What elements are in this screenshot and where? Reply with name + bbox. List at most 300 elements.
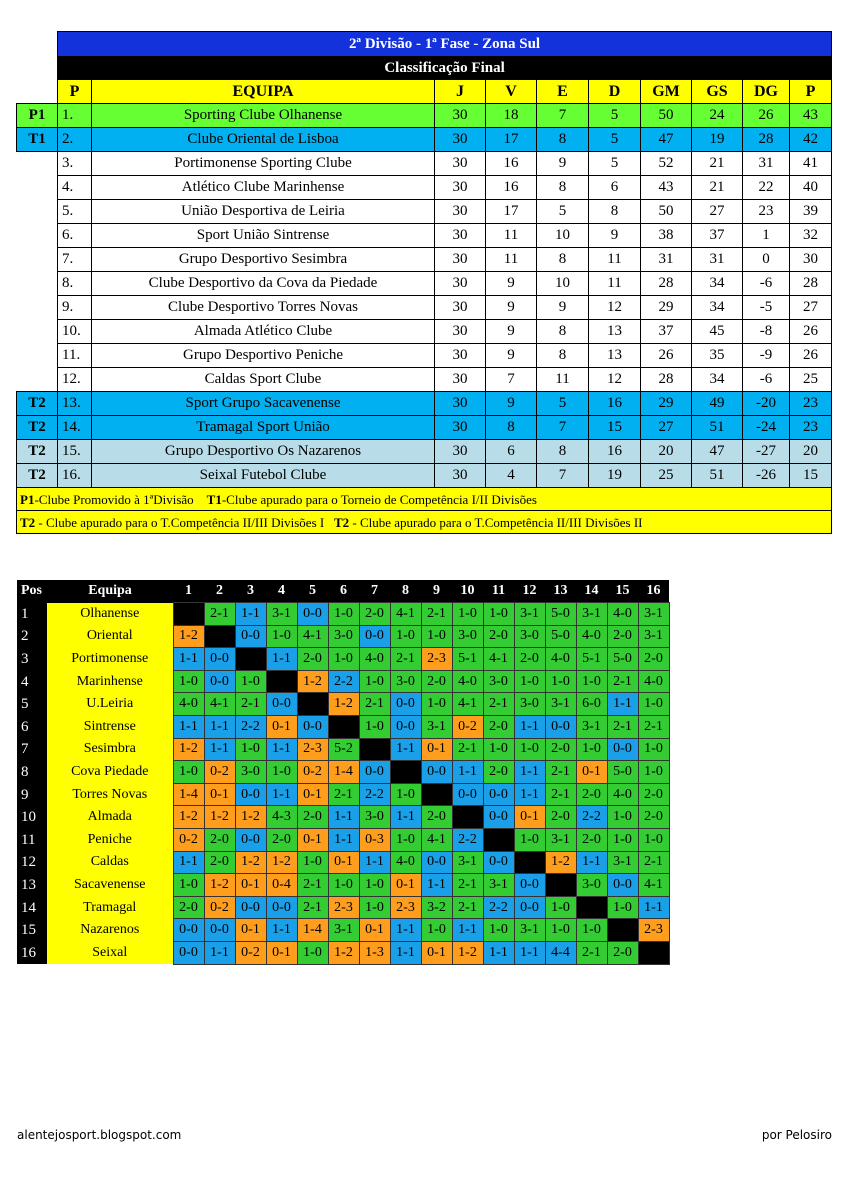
matrix-row xyxy=(17,670,669,693)
standings-row xyxy=(17,296,832,320)
matrix-result-cell: 2-1 xyxy=(390,648,421,671)
row-stat-j: 30 xyxy=(435,128,486,152)
matrix-result-cell: 3-1 xyxy=(421,715,452,738)
matrix-self-cell xyxy=(607,919,638,942)
qualification-tag: T1 xyxy=(17,128,58,152)
matrix-result-cell: 2-1 xyxy=(297,896,328,919)
matrix-result-cell: 1-0 xyxy=(576,738,607,761)
matrix-result-cell: 1-1 xyxy=(359,851,390,874)
row-stat-v: 17 xyxy=(486,200,537,224)
matrix-row-pos: 13 xyxy=(17,874,47,897)
matrix-result-cell: 1-1 xyxy=(173,851,204,874)
row-stat-v: 9 xyxy=(486,344,537,368)
matrix-result-cell: 1-0 xyxy=(359,896,390,919)
row-stat-gs: 34 xyxy=(692,368,743,392)
matrix-self-cell xyxy=(297,693,328,716)
matrix-result-cell: 1-0 xyxy=(390,625,421,648)
row-stat-gm: 47 xyxy=(641,128,692,152)
matrix-row-team: Sesimbra xyxy=(47,738,173,761)
matrix-result-cell: 2-1 xyxy=(452,874,483,897)
matrix-result-cell: 3-0 xyxy=(514,693,545,716)
row-stat-e: 8 xyxy=(537,248,589,272)
matrix-result-cell: 1-0 xyxy=(514,670,545,693)
matrix-row-pos: 10 xyxy=(17,806,47,829)
matrix-result-cell: 3-0 xyxy=(483,670,514,693)
standings-row xyxy=(17,176,832,200)
row-position: 3. xyxy=(58,152,92,176)
matrix-result-cell: 0-0 xyxy=(266,693,297,716)
row-stat-j: 30 xyxy=(435,392,486,416)
qualification-tag xyxy=(17,296,58,320)
qualification-tag: T2 xyxy=(17,416,58,440)
matrix-result-cell: 2-1 xyxy=(483,693,514,716)
matrix-column-header: 16 xyxy=(638,580,669,603)
standings-row xyxy=(17,368,832,392)
matrix-result-cell: 2-1 xyxy=(452,738,483,761)
matrix-result-cell: 0-0 xyxy=(390,693,421,716)
footer-author: por Pelosiro xyxy=(761,1128,832,1142)
matrix-result-cell: 4-0 xyxy=(576,625,607,648)
row-team: Seixal Futebol Clube xyxy=(92,464,435,488)
matrix-result-cell: 2-1 xyxy=(545,761,576,784)
matrix-result-cell: 1-1 xyxy=(452,919,483,942)
matrix-result-cell: 1-1 xyxy=(576,851,607,874)
matrix-row-team: Seixal xyxy=(47,941,173,964)
row-stat-j: 30 xyxy=(435,464,486,488)
matrix-result-cell: 3-0 xyxy=(390,670,421,693)
matrix-result-cell: 1-2 xyxy=(204,806,235,829)
matrix-result-cell: 2-0 xyxy=(545,738,576,761)
row-stat-dg: -9 xyxy=(743,344,790,368)
matrix-row-pos: 1 xyxy=(17,603,47,626)
legend-row-2 xyxy=(17,511,832,534)
qualification-tag xyxy=(17,176,58,200)
matrix-result-cell: 1-2 xyxy=(452,941,483,964)
matrix-result-cell: 3-1 xyxy=(638,603,669,626)
qualification-tag: T2 xyxy=(17,440,58,464)
row-stat-v: 9 xyxy=(486,272,537,296)
legend-line-1 xyxy=(17,488,832,511)
row-stat-gm: 20 xyxy=(641,440,692,464)
row-stat-gs: 19 xyxy=(692,128,743,152)
matrix-result-cell: 2-3 xyxy=(328,896,359,919)
row-stat-j: 30 xyxy=(435,200,486,224)
standings-row xyxy=(17,416,832,440)
matrix-result-cell: 1-0 xyxy=(607,896,638,919)
row-stat-e: 9 xyxy=(537,296,589,320)
row-stat-dg: 28 xyxy=(743,128,790,152)
matrix-result-cell: 1-0 xyxy=(173,761,204,784)
matrix-row-pos: 8 xyxy=(17,761,47,784)
matrix-result-cell: 0-0 xyxy=(421,761,452,784)
matrix-self-cell xyxy=(483,828,514,851)
matrix-result-cell: 1-1 xyxy=(514,941,545,964)
matrix-result-cell: 2-0 xyxy=(483,761,514,784)
row-position: 15. xyxy=(58,440,92,464)
legend-line-2 xyxy=(17,511,832,534)
standings-row xyxy=(17,200,832,224)
row-stat-dg: 22 xyxy=(743,176,790,200)
row-team: Clube Desportivo da Cova da Piedade xyxy=(92,272,435,296)
matrix-result-cell: 2-0 xyxy=(204,851,235,874)
standings-row xyxy=(17,272,832,296)
row-stat-gm: 29 xyxy=(641,296,692,320)
standings-row xyxy=(17,128,832,152)
matrix-result-cell: 0-0 xyxy=(390,715,421,738)
qualification-tag: T2 xyxy=(17,392,58,416)
row-stat-gm: 28 xyxy=(641,368,692,392)
matrix-result-cell: 2-0 xyxy=(204,828,235,851)
matrix-result-cell: 0-0 xyxy=(483,806,514,829)
row-stat-gm: 26 xyxy=(641,344,692,368)
matrix-self-cell xyxy=(390,761,421,784)
legend-text: - Clube apurado para o T.Competência II/III Divisões II xyxy=(349,514,643,530)
matrix-result-cell: 2-0 xyxy=(266,828,297,851)
row-stat-j: 30 xyxy=(435,176,486,200)
matrix-result-cell: 1-2 xyxy=(297,670,328,693)
legend-code: T2 xyxy=(333,514,350,530)
row-stat-v: 16 xyxy=(486,152,537,176)
matrix-header-row xyxy=(17,580,669,603)
matrix-result-cell: 1-0 xyxy=(483,603,514,626)
matrix-result-cell: 1-1 xyxy=(638,896,669,919)
matrix-result-cell: 1-0 xyxy=(545,670,576,693)
matrix-row xyxy=(17,874,669,897)
row-stat-v: 6 xyxy=(486,440,537,464)
matrix-result-cell: 0-0 xyxy=(607,874,638,897)
row-stat-e: 5 xyxy=(537,392,589,416)
row-stat-dg: 23 xyxy=(743,200,790,224)
matrix-result-cell: 2-3 xyxy=(421,648,452,671)
matrix-result-cell: 1-2 xyxy=(328,941,359,964)
matrix-result-cell: 2-0 xyxy=(607,625,638,648)
matrix-result-cell: 2-2 xyxy=(328,670,359,693)
matrix-result-cell: 1-0 xyxy=(576,919,607,942)
legend-row-1 xyxy=(17,488,832,511)
matrix-header-team: Equipa xyxy=(47,580,173,603)
standings-row xyxy=(17,464,832,488)
row-team: Caldas Sport Clube xyxy=(92,368,435,392)
row-stat-e: 8 xyxy=(537,344,589,368)
matrix-result-cell: 1-1 xyxy=(266,738,297,761)
row-team: Grupo Desportivo Peniche xyxy=(92,344,435,368)
matrix-result-cell: 1-0 xyxy=(607,806,638,829)
matrix-result-cell: 1-2 xyxy=(204,874,235,897)
matrix-row-pos: 16 xyxy=(17,941,47,964)
matrix-result-cell: 1-0 xyxy=(359,670,390,693)
row-stat-gm: 50 xyxy=(641,104,692,128)
row-stat-gs: 31 xyxy=(692,248,743,272)
matrix-result-cell: 1-1 xyxy=(266,648,297,671)
matrix-result-cell: 2-0 xyxy=(483,625,514,648)
matrix-result-cell: 2-0 xyxy=(297,648,328,671)
matrix-result-cell: 2-0 xyxy=(638,648,669,671)
matrix-self-cell xyxy=(545,874,576,897)
matrix-result-cell: 3-0 xyxy=(359,806,390,829)
matrix-self-cell xyxy=(452,806,483,829)
matrix-result-cell: 4-0 xyxy=(607,603,638,626)
row-stat-j: 30 xyxy=(435,416,486,440)
matrix-result-cell: 1-1 xyxy=(421,874,452,897)
matrix-result-cell: 2-1 xyxy=(297,874,328,897)
row-team: Sport Grupo Sacavenense xyxy=(92,392,435,416)
row-stat-p: 42 xyxy=(790,128,832,152)
matrix-result-cell: 1-0 xyxy=(328,648,359,671)
matrix-result-cell: 1-0 xyxy=(297,851,328,874)
row-stat-dg: 26 xyxy=(743,104,790,128)
matrix-result-cell: 0-1 xyxy=(514,806,545,829)
matrix-row-team: Nazarenos xyxy=(47,919,173,942)
matrix-result-cell: 2-1 xyxy=(452,896,483,919)
row-team: Almada Atlético Clube xyxy=(92,320,435,344)
qualification-tag xyxy=(17,152,58,176)
matrix-result-cell: 1-4 xyxy=(173,783,204,806)
row-position: 1. xyxy=(58,104,92,128)
matrix-result-cell: 5-1 xyxy=(576,648,607,671)
matrix-result-cell: 1-0 xyxy=(452,603,483,626)
qualification-tag xyxy=(17,248,58,272)
matrix-column-header: 9 xyxy=(421,580,452,603)
matrix-self-cell xyxy=(421,783,452,806)
matrix-row-team: Sacavenense xyxy=(47,874,173,897)
matrix-column-header: 11 xyxy=(483,580,514,603)
row-stat-d: 5 xyxy=(589,104,641,128)
matrix-row-pos: 4 xyxy=(17,670,47,693)
matrix-result-cell: 1-0 xyxy=(638,828,669,851)
matrix-row xyxy=(17,896,669,919)
matrix-result-cell: 2-1 xyxy=(235,693,266,716)
matrix-result-cell: 1-2 xyxy=(173,625,204,648)
matrix-self-cell xyxy=(235,648,266,671)
row-stat-p: 43 xyxy=(790,104,832,128)
row-stat-dg: -27 xyxy=(743,440,790,464)
row-stat-v: 8 xyxy=(486,416,537,440)
qualification-tag xyxy=(17,344,58,368)
row-position: 8. xyxy=(58,272,92,296)
matrix-result-cell: 2-0 xyxy=(545,806,576,829)
matrix-row-team: Tramagal xyxy=(47,896,173,919)
matrix-result-cell: 2-2 xyxy=(235,715,266,738)
row-stat-e: 8 xyxy=(537,320,589,344)
header-position: P xyxy=(58,80,92,104)
row-stat-gm: 31 xyxy=(641,248,692,272)
row-stat-p: 30 xyxy=(790,248,832,272)
matrix-result-cell: 2-1 xyxy=(576,941,607,964)
matrix-result-cell: 1-0 xyxy=(638,693,669,716)
row-stat-d: 13 xyxy=(589,344,641,368)
matrix-result-cell: 0-0 xyxy=(235,828,266,851)
header-losses: D xyxy=(589,80,641,104)
matrix-result-cell: 1-1 xyxy=(390,941,421,964)
row-stat-p: 23 xyxy=(790,416,832,440)
matrix-result-cell: 1-0 xyxy=(545,896,576,919)
row-stat-v: 7 xyxy=(486,368,537,392)
matrix-result-cell: 1-3 xyxy=(359,941,390,964)
qualification-tag: P1 xyxy=(17,104,58,128)
matrix-result-cell: 0-0 xyxy=(452,783,483,806)
row-stat-v: 9 xyxy=(486,296,537,320)
matrix-result-cell: 2-0 xyxy=(173,896,204,919)
matrix-result-cell: 3-0 xyxy=(514,625,545,648)
matrix-result-cell: 4-1 xyxy=(452,693,483,716)
matrix-result-cell: 1-0 xyxy=(173,874,204,897)
matrix-result-cell: 0-0 xyxy=(204,919,235,942)
footer-site: alentejosport.blogspot.com xyxy=(17,1128,182,1142)
matrix-result-cell: 2-0 xyxy=(421,806,452,829)
row-team: Grupo Desportivo Os Nazarenos xyxy=(92,440,435,464)
row-stat-d: 13 xyxy=(589,320,641,344)
legend-text: -Clube Promovido à 1ªDivisão xyxy=(34,491,194,507)
matrix-result-cell: 2-0 xyxy=(297,806,328,829)
matrix-row xyxy=(17,715,669,738)
row-position: 2. xyxy=(58,128,92,152)
matrix-result-cell: 5-2 xyxy=(328,738,359,761)
matrix-result-cell: 3-1 xyxy=(545,828,576,851)
matrix-result-cell: 1-0 xyxy=(576,670,607,693)
row-team: Clube Oriental de Lisboa xyxy=(92,128,435,152)
matrix-row xyxy=(17,761,669,784)
matrix-result-cell: 3-2 xyxy=(421,896,452,919)
row-team: Clube Desportivo Torres Novas xyxy=(92,296,435,320)
standings-row xyxy=(17,344,832,368)
matrix-result-cell: 1-1 xyxy=(266,783,297,806)
row-stat-d: 16 xyxy=(589,392,641,416)
matrix-column-header: 4 xyxy=(266,580,297,603)
row-stat-gs: 34 xyxy=(692,272,743,296)
matrix-result-cell: 1-1 xyxy=(204,941,235,964)
matrix-row xyxy=(17,603,669,626)
matrix-result-cell: 2-2 xyxy=(576,806,607,829)
row-stat-d: 8 xyxy=(589,200,641,224)
row-stat-gs: 47 xyxy=(692,440,743,464)
legend-code: P1 xyxy=(20,491,35,507)
row-stat-e: 7 xyxy=(537,464,589,488)
matrix-row-pos: 6 xyxy=(17,715,47,738)
row-stat-e: 5 xyxy=(537,200,589,224)
matrix-result-cell: 1-1 xyxy=(204,715,235,738)
matrix-result-cell: 5-0 xyxy=(545,625,576,648)
matrix-result-cell: 0-0 xyxy=(204,670,235,693)
matrix-column-header: 6 xyxy=(328,580,359,603)
row-stat-gs: 21 xyxy=(692,152,743,176)
matrix-result-cell: 3-1 xyxy=(328,919,359,942)
matrix-result-cell: 1-1 xyxy=(328,806,359,829)
matrix-column-header: 13 xyxy=(545,580,576,603)
matrix-result-cell: 1-0 xyxy=(359,715,390,738)
row-stat-j: 30 xyxy=(435,224,486,248)
row-stat-p: 27 xyxy=(790,296,832,320)
matrix-result-cell: 5-0 xyxy=(545,603,576,626)
matrix-result-cell: 1-1 xyxy=(514,761,545,784)
matrix-result-cell: 0-2 xyxy=(297,761,328,784)
header-wins: V xyxy=(486,80,537,104)
row-stat-j: 30 xyxy=(435,104,486,128)
matrix-result-cell: 2-0 xyxy=(638,806,669,829)
matrix-result-cell: 0-1 xyxy=(266,715,297,738)
row-stat-gm: 25 xyxy=(641,464,692,488)
matrix-result-cell: 0-1 xyxy=(235,874,266,897)
row-team: Tramagal Sport União xyxy=(92,416,435,440)
row-stat-e: 9 xyxy=(537,152,589,176)
matrix-result-cell: 0-1 xyxy=(421,941,452,964)
row-stat-gs: 24 xyxy=(692,104,743,128)
row-team: Sport União Sintrense xyxy=(92,224,435,248)
matrix-result-cell: 1-4 xyxy=(328,761,359,784)
matrix-row xyxy=(17,648,669,671)
matrix-result-cell: 3-1 xyxy=(638,625,669,648)
matrix-body xyxy=(17,603,669,965)
standings-row xyxy=(17,392,832,416)
matrix-result-cell: 4-3 xyxy=(266,806,297,829)
matrix-result-cell: 1-0 xyxy=(266,625,297,648)
row-stat-gm: 27 xyxy=(641,416,692,440)
matrix-column-header: 14 xyxy=(576,580,607,603)
row-stat-gs: 34 xyxy=(692,296,743,320)
matrix-result-cell: 1-0 xyxy=(173,670,204,693)
matrix-result-cell: 0-0 xyxy=(359,625,390,648)
row-stat-j: 30 xyxy=(435,272,486,296)
row-stat-gs: 49 xyxy=(692,392,743,416)
row-stat-gm: 29 xyxy=(641,392,692,416)
row-stat-gs: 51 xyxy=(692,464,743,488)
matrix-result-cell: 4-0 xyxy=(638,670,669,693)
row-stat-p: 41 xyxy=(790,152,832,176)
matrix-result-cell: 1-2 xyxy=(545,851,576,874)
matrix-result-cell: 1-0 xyxy=(359,874,390,897)
standings-row xyxy=(17,440,832,464)
matrix-result-cell: 0-1 xyxy=(204,783,235,806)
row-stat-v: 4 xyxy=(486,464,537,488)
matrix-result-cell: 0-0 xyxy=(483,851,514,874)
standings-row xyxy=(17,104,832,128)
matrix-result-cell: 1-0 xyxy=(390,828,421,851)
row-stat-gm: 28 xyxy=(641,272,692,296)
matrix-result-cell: 1-1 xyxy=(483,941,514,964)
header-goal-difference: DG xyxy=(743,80,790,104)
matrix-result-cell: 1-1 xyxy=(514,715,545,738)
row-stat-e: 8 xyxy=(537,128,589,152)
matrix-row-pos: 15 xyxy=(17,919,47,942)
row-stat-p: 32 xyxy=(790,224,832,248)
row-stat-d: 11 xyxy=(589,272,641,296)
row-position: 9. xyxy=(58,296,92,320)
matrix-result-cell: 0-2 xyxy=(204,761,235,784)
matrix-row-team: Olhanense xyxy=(47,603,173,626)
matrix-result-cell: 1-1 xyxy=(235,603,266,626)
matrix-result-cell: 1-0 xyxy=(514,828,545,851)
row-stat-dg: -8 xyxy=(743,320,790,344)
standings-header-row xyxy=(17,80,832,104)
matrix-result-cell: 2-1 xyxy=(607,670,638,693)
row-stat-p: 23 xyxy=(790,392,832,416)
row-stat-v: 16 xyxy=(486,176,537,200)
matrix-result-cell: 1-1 xyxy=(390,919,421,942)
row-stat-d: 11 xyxy=(589,248,641,272)
matrix-result-cell: 1-0 xyxy=(235,670,266,693)
matrix-self-cell xyxy=(204,625,235,648)
matrix-result-cell: 1-1 xyxy=(390,806,421,829)
row-stat-gs: 35 xyxy=(692,344,743,368)
matrix-result-cell: 2-0 xyxy=(576,783,607,806)
matrix-result-cell: 1-0 xyxy=(297,941,328,964)
matrix-result-cell: 4-1 xyxy=(638,874,669,897)
matrix-result-cell: 2-0 xyxy=(514,648,545,671)
row-stat-e: 7 xyxy=(537,104,589,128)
row-stat-e: 10 xyxy=(537,272,589,296)
matrix-result-cell: 0-0 xyxy=(421,851,452,874)
matrix-result-cell: 0-1 xyxy=(359,919,390,942)
row-stat-p: 39 xyxy=(790,200,832,224)
